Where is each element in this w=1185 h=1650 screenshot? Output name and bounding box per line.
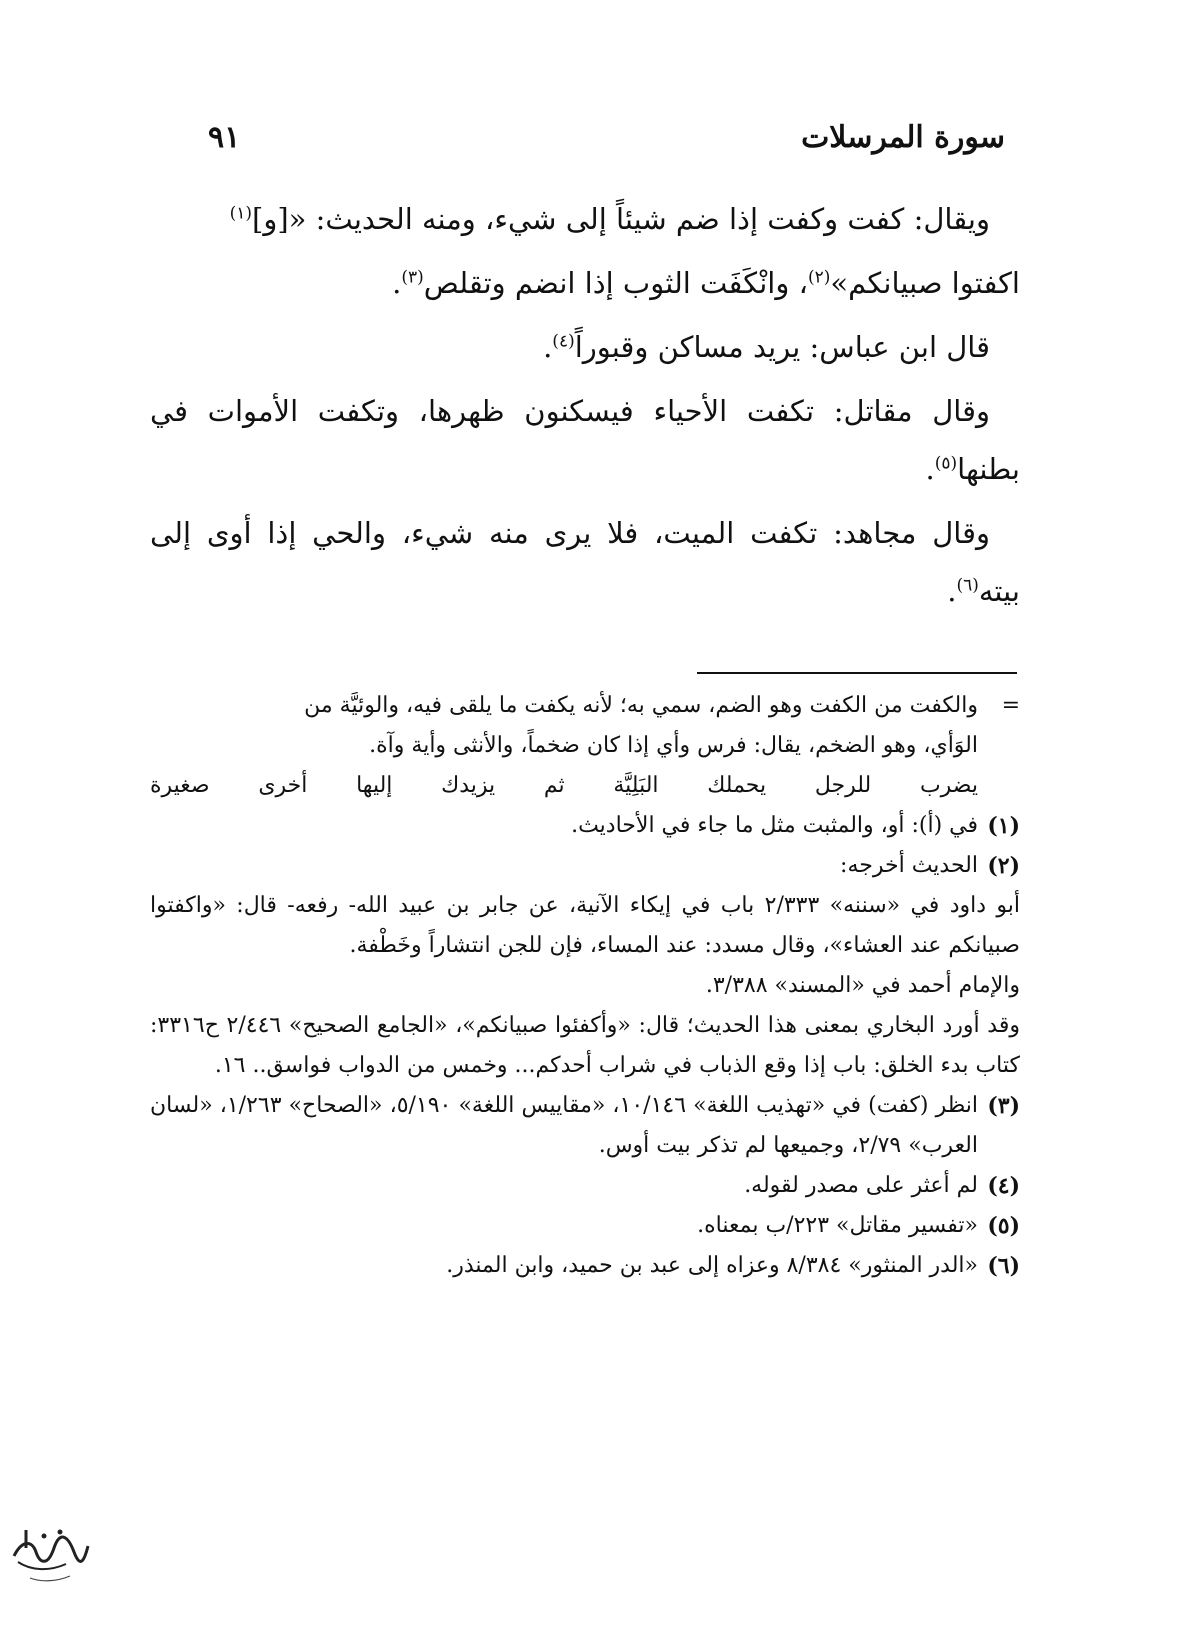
paragraph-1b-text-b: ، وانْكَفَت الثوب إذا انضم وتقلص [423, 266, 808, 300]
footnote-separator [697, 672, 1017, 674]
footnote-3-number: (٣) [987, 1093, 1020, 1119]
footnote-4-number: (٤) [987, 1173, 1020, 1199]
footnote-ref-2: (٢) [807, 267, 831, 288]
paragraph-1-continued [150, 254, 1020, 312]
footnote-ref-1: (١) [229, 203, 252, 224]
continued-line-3: يضرب للرجل يحملك البَلِيَّة ثم يزيدك إليها أخرى صغيرة [150, 773, 978, 798]
footnote-6 [150, 1246, 1020, 1286]
paragraph-3-text: وقال مقاتل: تكفت الأحياء فيسكنون ظهرها، وتكفت الأموات في بطنها [150, 394, 1020, 486]
footnote-3 [150, 1086, 1020, 1166]
footnote-1-text: في (أ): أو، والمثبت مثل ما جاء في الأحاديث. [571, 813, 978, 838]
footnote-2-abudawud: أبو داود في «سننه» ٢/٣٣٣ باب في إيكاء الآنية، عن جابر بن عبيد الله- رفعه- قال: «واكفتوا صبيانكم عند العشاء»، وقال مسدد: عند المساء، فإن للجن انتشاراً وخَطْفة. [150, 893, 1020, 958]
footnote-2-body [150, 846, 978, 886]
paragraph-2-end: . [543, 330, 553, 364]
paragraph-1-text: ويقال: كفت وكفت إذا ضم شيئاً إلى شيء، ومنه الحديث: «[و] [252, 202, 990, 236]
page-number: ٩١ [208, 119, 241, 155]
footnote-ref-5: (٥) [934, 453, 958, 474]
footnote-2-intro: الحديث أخرجه: [840, 853, 978, 878]
footnote-6-number: (٦) [987, 1253, 1020, 1279]
publisher-logo [8, 1518, 92, 1590]
paragraph-3-end: . [925, 452, 935, 486]
footnote-5-text: «تفسير مقاتل» ٢٢٣/ب بمعناه. [697, 1213, 978, 1238]
footnote-1-number: (١) [987, 813, 1020, 839]
footnote-2-bukhari: وقد أورد البخاري بمعنى هذا الحديث؛ قال: «وأكفئوا صبيانكم»، «الجامع الصحيح» ٢/٤٤٦ ح٣٣١٦: كتاب بدء الخلق: باب إذا وقع الذباب في شراب أحدكم... وخمس من الدواب فواسق.. ١٦. [150, 1013, 1020, 1078]
footnote-2-ahmad: والإمام أحمد في «المسند» ٣/٣٨٨. [705, 973, 1020, 998]
footnotes [150, 686, 1020, 1286]
footnote-4-text: لم أعثر على مصدر لقوله. [744, 1173, 978, 1198]
continued-line-1: والكفت من الكفت وهو الضم، سمي به؛ لأنه يكفت ما يلقى فيه، والوئيَّة من [304, 693, 978, 718]
continued-line-2: الوَأي، وهو الضخم، يقال: فرس وأي إذا كان ضخماً، والأنثى وأية وآة. [369, 733, 978, 758]
footnote-5-body [150, 1206, 978, 1246]
footnote-1-body [150, 806, 978, 846]
footnote-ref-6: (٦) [956, 575, 979, 596]
footnote-5 [150, 1206, 1020, 1246]
paragraph-2 [150, 318, 1020, 376]
paragraph-1b-end: . [392, 266, 402, 300]
footnote-3-text: انظر (كفت) في «تهذيب اللغة» ١٠/١٤٦، «مقاييس اللغة» ٥/١٩٠، «الصحاح» ١/٢٦٣، «لسان العرب» ٢/٧٩، وجميعها لم تذكر بيت أوس. [150, 1093, 979, 1158]
footnote-2-details [150, 886, 1020, 1086]
footnote-1 [150, 806, 1020, 846]
footnote-continued-body [150, 686, 978, 806]
footnote-ref-3: (٣) [401, 267, 424, 288]
paragraph-3 [150, 382, 1020, 498]
paragraph-4 [150, 504, 1020, 620]
footnote-ref-4: (٤) [552, 331, 575, 352]
footnote-3-body [150, 1086, 978, 1166]
paragraph-4-end: . [947, 574, 957, 608]
footnote-4-body [150, 1166, 978, 1206]
footnote-6-body [150, 1246, 978, 1286]
paragraph-1 [150, 190, 1020, 248]
footnote-4 [150, 1166, 1020, 1206]
footnote-continued [150, 686, 1020, 806]
main-text [150, 190, 1020, 626]
footnote-6-text: «الدر المنثور» ٨/٣٨٤ وعزاه إلى عبد بن حميد، وابن المنذر. [446, 1253, 978, 1278]
surah-title: سورة المرسلات [801, 119, 1005, 155]
paragraph-4-text: وقال مجاهد: تكفت الميت، فلا يرى منه شيء، والحي إذا أوى إلى بيته [150, 516, 1020, 608]
continued-marker: = [1001, 693, 1020, 718]
paragraph-1b-text-a: اكفتوا صبيانكم» [830, 266, 1020, 300]
footnote-2 [150, 846, 1020, 886]
footnote-2-number: (٢) [987, 853, 1020, 879]
paragraph-2-text: قال ابن عباس: يريد مساكن وقبوراً [574, 330, 990, 364]
page-header [208, 112, 1005, 162]
footnote-5-number: (٥) [987, 1213, 1020, 1239]
